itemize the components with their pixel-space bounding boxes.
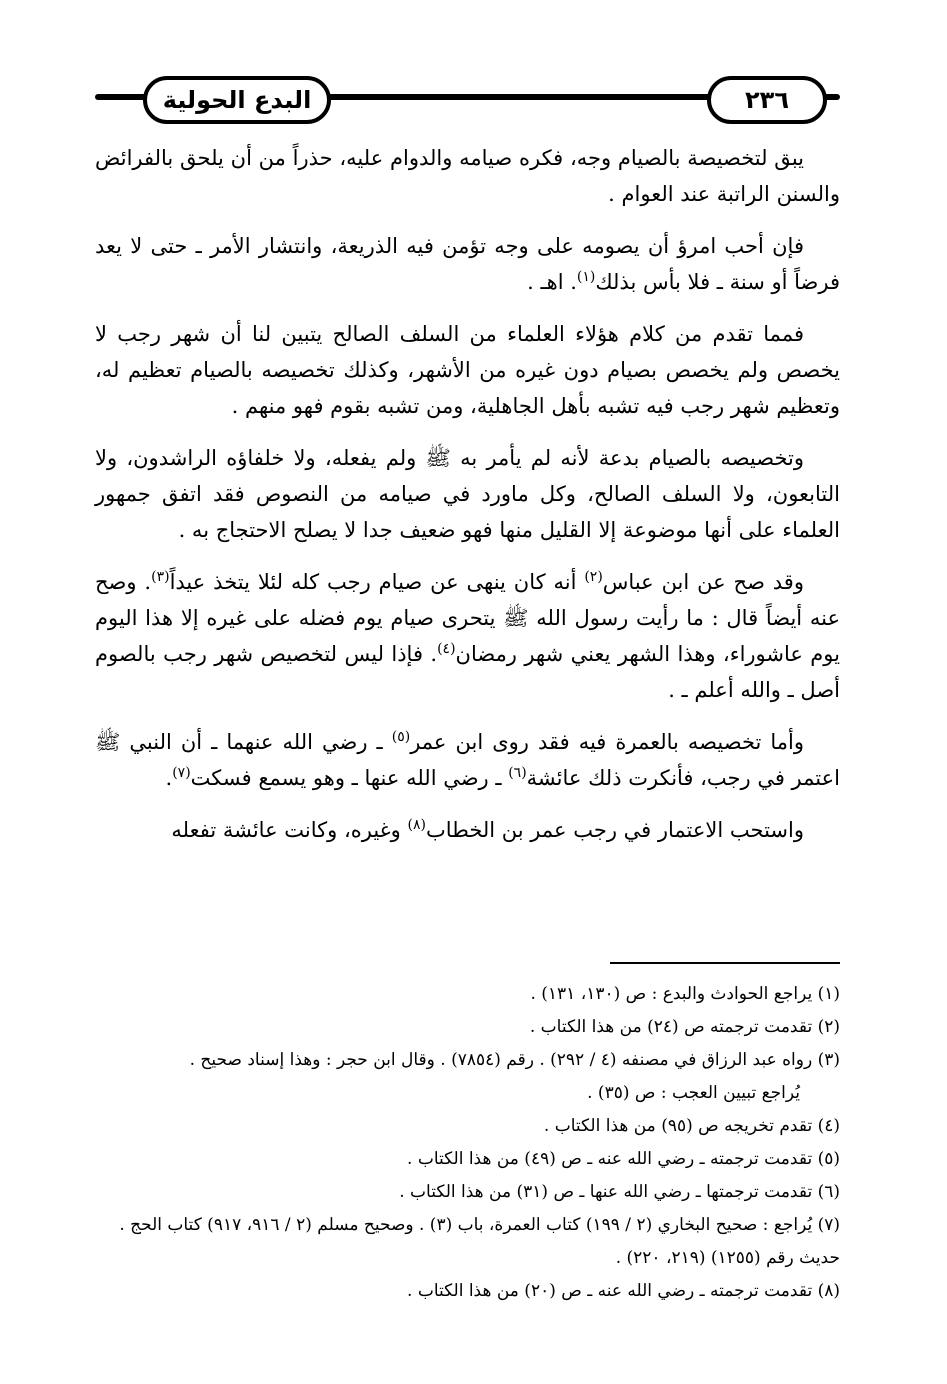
page-number: ٢٣٦: [745, 86, 789, 114]
footnote-text: (٢) تقدمت ترجمته ص (٢٤) من هذا الكتاب .: [529, 1017, 840, 1037]
paragraph-text: . فإذا ليس لتخصيص شهر رجب بالصوم أصل ـ والله أعلم ـ .: [95, 642, 840, 702]
footnote-text: (٤) تقدم تخريجه ص (٩٥) من هذا الكتاب .: [543, 1116, 840, 1136]
footnote-text: (٥) تقدمت ترجمته ـ رضي الله عنه ـ ص (٤٩) من هذا الكتاب .: [407, 1149, 840, 1169]
paragraph-text: أنه كان ينهى عن صيام رجب كله لئلا يتخذ عيداً: [169, 570, 585, 594]
footnote-reference: (٢): [584, 569, 603, 585]
paragraph-text: . اهـ .: [527, 270, 577, 294]
paragraph-text: واستحب الاعتمار في رجب عمر بن الخطاب: [425, 818, 804, 842]
paragraph-text: فمما تقدم من كلام هؤلاء العلماء من السلف الصالح يتبين لنا أن شهر رجب لا يخصص ولم يخصص بصيام دون غيره من الأشهر، وكذلك تخصيصه بالصيام تعظيم له، وتعظيم شهر رجب فيه تشبه بأهل الجاهلية، ومن تشبه بقوم فهو منهم .: [95, 322, 840, 418]
paragraph-text: وتخصيصه بالصيام بدعة لأنه لم يأمر به ﷺ ولم يفعله، ولا خلفاؤه الراشدون، ولا التابعون، ولا السلف الصالح، وكل ماورد في صيامه من النصوص فقد اتفق جمهور العلماء على أنها موضوعة إلا القليل منها فهو ضعيف جدا لا يصلح الاحتجاج به .: [95, 446, 840, 542]
main-text: [95, 140, 840, 864]
paragraph: [95, 724, 840, 796]
paragraph-text: فإن أحب امرؤ أن يصومه على وجه تؤمن فيه الذريعة، وانتشار الأمر ـ حتى لا يعد فرضاً أو سنة ـ فلا بأس بذلك: [95, 234, 840, 294]
book-title-frame: [143, 76, 331, 124]
footnote-reference: (٨): [407, 817, 426, 833]
footnote: [95, 1110, 840, 1143]
paragraph-text: يبق لتخصيصة بالصيام وجه، فكره صيامه والدوام عليه، حذراً من أن يلحق بالفرائض والسنن الراتبة عند العوام .: [95, 146, 840, 206]
footnote: [95, 1011, 840, 1044]
footnote: [95, 1143, 840, 1176]
footnote-reference: (٦): [508, 765, 527, 781]
paragraph-text: . وصح عنه أيضاً قال : ما رأيت رسول الله ﷺ يتحرى صيام يوم فضله على غيره إلا هذا اليوم يوم عاشوراء، وهذا الشهر يعني شهر رمضان: [95, 570, 841, 666]
footnote-reference: (٤): [437, 641, 456, 657]
footnote: [95, 1209, 840, 1275]
paragraph-text: وغيره، وكانت عائشة تفعله: [171, 818, 408, 842]
header-rule-middle: [313, 94, 713, 100]
page-number-frame: [707, 76, 827, 124]
footnote-separator: [610, 962, 840, 964]
paragraph: [95, 316, 840, 424]
footnote-text: (٨) تقدمت ترجمته ـ رضي الله عنه ـ ص (٢٠) من هذا الكتاب .: [407, 1281, 840, 1301]
paragraph: [95, 564, 840, 708]
footnote: [95, 1044, 840, 1110]
paragraph: [95, 228, 840, 300]
footnote-text: (٧) يُراجع : صحيح البخاري (٢ / ١٩٩) كتاب العمرة، باب (٣) . وصحيح مسلم (٢ / ٩١٦، ٩١٧) كتاب الحج . حديث رقم (١٢٥٥) (٢١٩، ٢٢٠) .: [119, 1215, 840, 1268]
page-header: [95, 72, 840, 122]
footnote-text: (٦) تقدمت ترجمتها ـ رضي الله عنها ـ ص (٣١) من هذا الكتاب .: [399, 1182, 840, 1202]
paragraph: [95, 440, 840, 548]
paragraph-text: ـ رضي الله عنها ـ وهو يسمع فسكت: [190, 766, 509, 790]
footnote-reference: (٣): [151, 569, 170, 585]
paragraph: [95, 140, 840, 212]
paragraph-text: ـ رضي الله عنهما ـ أن النبي ﷺ اعتمر في رجب، فأنكرت ذلك عائشة: [95, 730, 840, 790]
footnote-reference: (٧): [172, 765, 191, 781]
footnote-reference: (١): [576, 269, 596, 285]
paragraph: [95, 812, 840, 848]
book-title: البدع الحولية: [162, 86, 312, 114]
footnote-reference: (٥): [391, 729, 411, 745]
footnote: [95, 1176, 840, 1209]
footnote-list: [95, 978, 840, 1308]
footnote-text: (١) يراجع الحوادث والبدع : ص (١٣٠، ١٣١) .: [530, 984, 840, 1004]
paragraph-text: وقد صح عن ابن عباس: [602, 570, 804, 594]
footnote: [95, 1275, 840, 1308]
footnotes: [95, 978, 840, 1308]
paragraph-text: .: [165, 766, 173, 790]
footnote-text: (٣) رواه عبد الرزاق في مصنفه (٤ / ٢٩٢) . رقم (٧٨٥٤) . وقال ابن حجر : وهذا إسناد صحيح .: [189, 1050, 840, 1070]
footnote: [95, 978, 840, 1011]
paragraph-text: وأما تخصيصه بالعمرة فيه فقد روى ابن عمر: [410, 730, 805, 754]
footnote-continuation: يُراجع تبيين العجب : ص (٣٥) .: [587, 1083, 800, 1103]
